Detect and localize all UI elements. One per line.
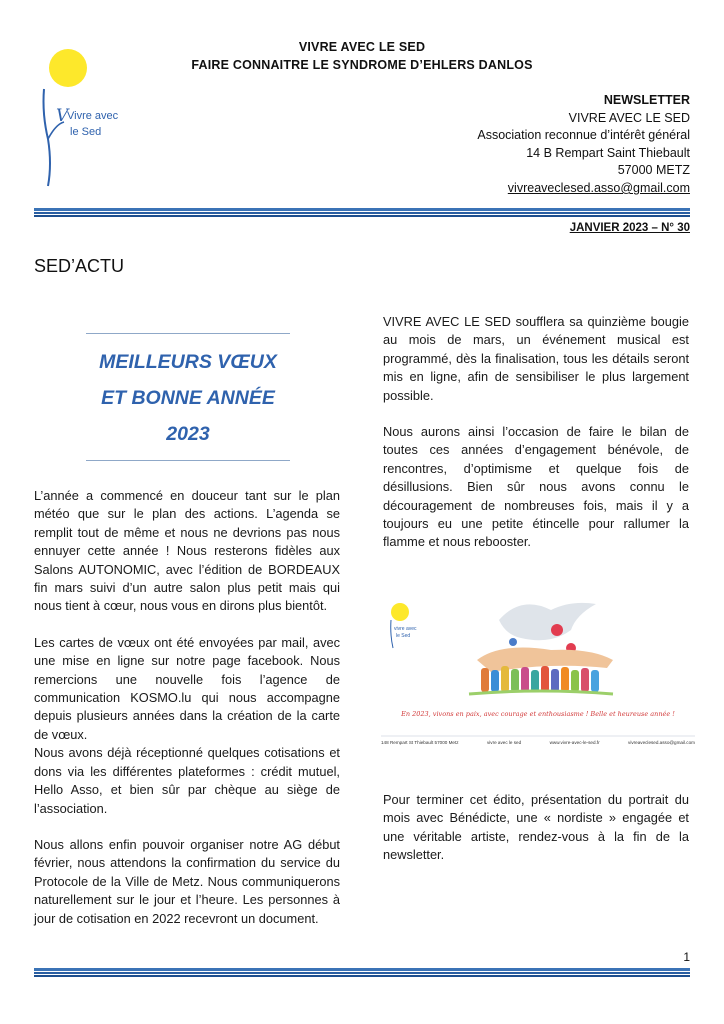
card-footer-email: vivreaveclesed.asso@gmail.com (628, 740, 695, 745)
bottom-divider-band (34, 968, 690, 977)
card-illustration (381, 590, 695, 762)
top-divider-band (34, 208, 690, 217)
wishes-heading (86, 344, 290, 452)
logo-graphic (34, 44, 134, 194)
card-footer (381, 740, 695, 745)
right-paragraph-3: Pour terminer cet édito, présentation du portrait du mois avec Bénédicte, une « nordiste » engagée et une véritable artiste, rendez-vous à la fin de la newsletter. (383, 792, 689, 863)
sun-icon (49, 49, 87, 87)
left-paragraph-4: Nous allons enfin pouvoir organiser notre AG début février, nous attendons la confirmation du service du Protocole de la Ville de Metz. Nous communiquerons naturellement sur le jour et l’heure. Les personnes à jour de cotisation en 2022 recevront un document. (34, 836, 340, 926)
org-name: VIVRE AVEC LE SED (568, 110, 690, 125)
right-column-bottom (383, 791, 689, 865)
email-link[interactable]: vivreaveclesed.asso@gmail.com (507, 180, 690, 195)
wishes-rule-top (86, 333, 290, 334)
newsletter-label: NEWSLETTER (603, 93, 690, 107)
greeting-card-image (381, 590, 695, 762)
issue-label: JANVIER 2023 – N° 30 (569, 222, 690, 234)
association-logo (34, 44, 134, 194)
section-title: SED’ACTU (34, 256, 125, 276)
logo-text-line2: le Sed (70, 126, 102, 138)
card-sun-icon (391, 603, 409, 621)
right-paragraph-2: Nous aurons ainsi l’occasion de faire le bilan de toutes ces années d’engagement bénévole, de rencontres, d’optimisme et quelque fois de désillusions. Bien sûr nous avons connu le découragement de nombreuses fois, mais il y a toujours eu une petite étincelle pour rallumer la flamme et nous rebooster. (383, 424, 689, 550)
header-subtitle: FAIRE CONNAITRE LE SYNDROME D’EHLERS DANLOS (191, 58, 533, 72)
address-block (477, 92, 690, 198)
card-slogan: En 2023, vivons en paix, avec courage et enthousiasme ! Belle et heureuse année ! (401, 710, 675, 718)
dove-icon (499, 603, 596, 640)
left-paragraph-3: Nous avons déjà réceptionné quelques cotisations et dons via les différentes plateformes : crédit mutuel, Hello Asso, et bien sûr par chèque au siège de l’association. (34, 745, 340, 816)
wishes-line3: 2023 (166, 423, 210, 445)
right-column-top (383, 313, 689, 552)
wishes-line1: MEILLEURS VŒUX (99, 351, 277, 373)
card-logo-text2: le Sed (396, 633, 411, 639)
svg-text:V: V (56, 106, 69, 126)
wishes-line2: ET BONNE ANNÉE (101, 387, 275, 409)
card-footer-address: 148 Rempart St Thiebault 57000 Metz (381, 740, 459, 745)
wishes-rule-bottom (86, 460, 290, 461)
heart-icon (551, 624, 563, 636)
card-footer-website: www.vivre-avec-le-sed.fr (549, 740, 600, 745)
left-column (34, 487, 340, 928)
org-street: 14 B Rempart Saint Thiebault (526, 145, 690, 160)
org-city: 57000 METZ (617, 163, 690, 178)
left-paragraph-1: L’année a commencé en douceur tant sur le plan météo que sur le plan des actions. L’agenda se remplit tout de même et nous ne devrions pas nous ennuyer cette année ! Nous resterons fidèles aux Salons AUTONOMIC, avec l’édition de BORDEAUX fin mars suivi d’un autre salon plus petit mais qui nous tient à cœur, nous vous en dirons plus bientôt. (34, 488, 340, 614)
right-paragraph-1: VIVRE AVEC LE SED soufflera sa quinzième bougie au mois de mars, un événement musical est programmé, dès la finalisation, tous les détails seront mis en ligne, afin de sensibiliser le plus largement possible. (383, 314, 689, 403)
left-paragraph-2: Les cartes de vœux ont été envoyées par mail, avec une mise en ligne sur notre page facebook. Nous remercions une nouvelle fois l’agence de communication KOSMO.lu qui nous accompagne depuis plusieurs années dans la création de la carte de vœux. (34, 634, 340, 742)
logo-text-line1: Vivre avec (67, 110, 119, 122)
card-footer-facebook: vivre avec le sed (486, 740, 522, 745)
card-logo-text1: vivre avec (394, 626, 417, 632)
header-title: VIVRE AVEC LE SED (298, 40, 426, 54)
org-status: Association reconnue d’intérêt général (477, 128, 690, 143)
page-number: 1 (683, 950, 690, 964)
